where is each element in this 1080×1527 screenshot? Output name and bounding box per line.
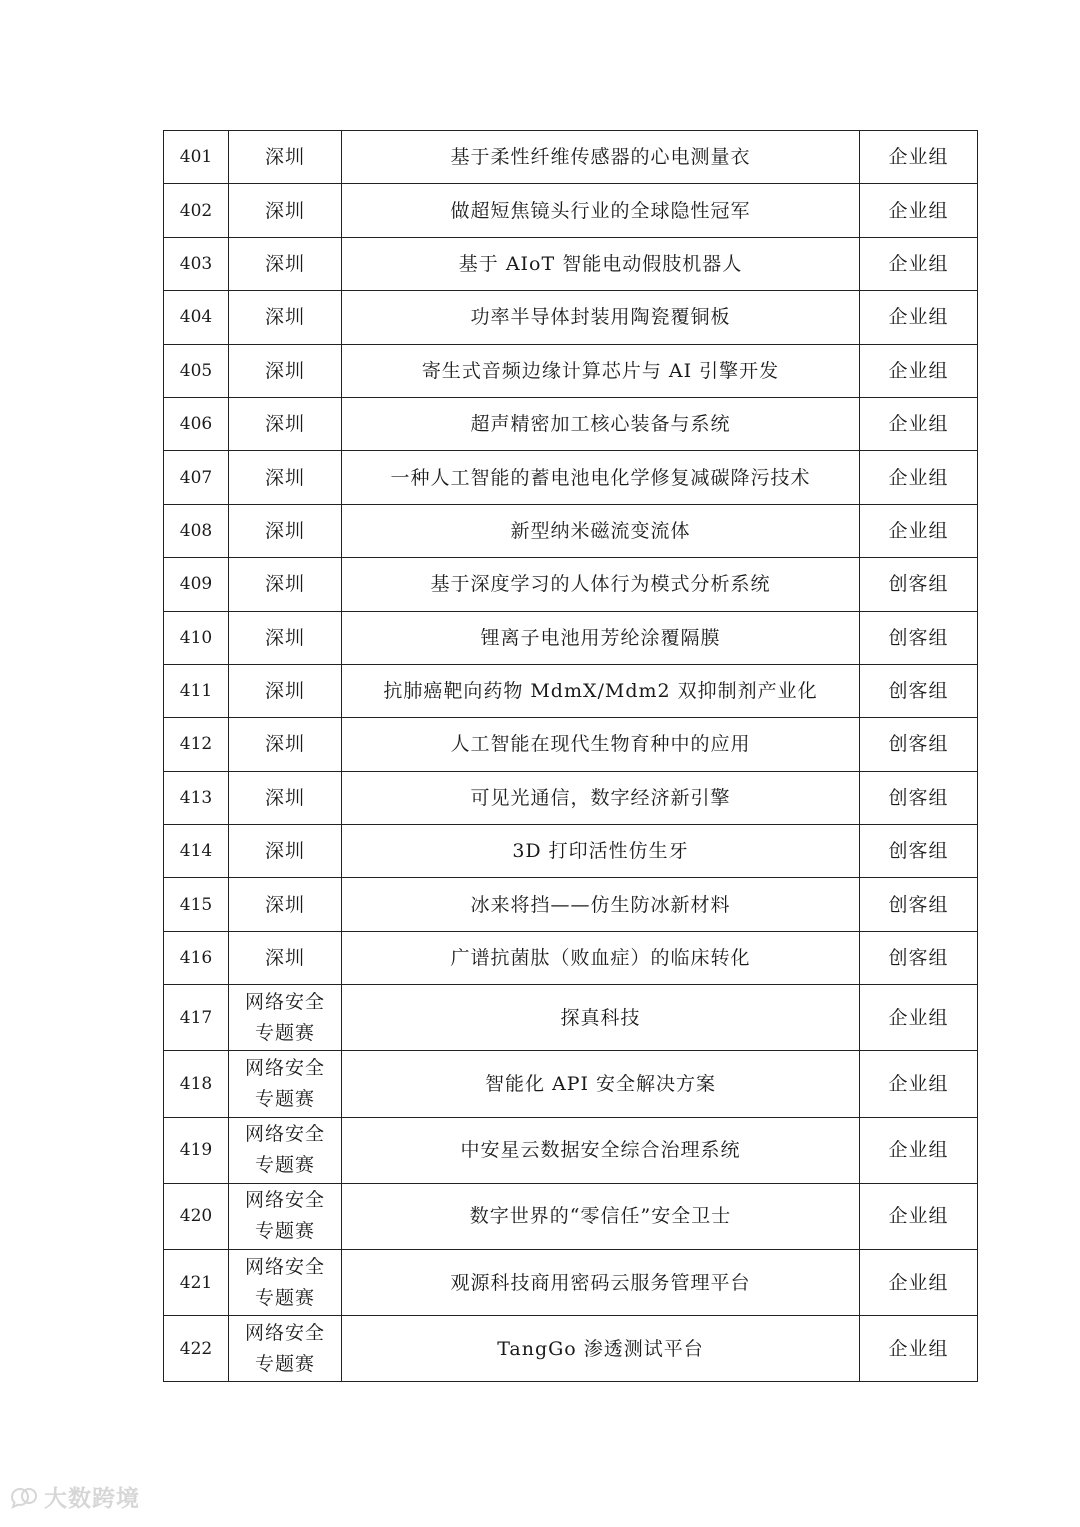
row-group: 企业组 [860, 344, 978, 397]
row-number: 408 [164, 504, 229, 557]
row-group: 创客组 [860, 611, 978, 664]
row-group: 创客组 [860, 825, 978, 878]
row-project-name: 冰来将挡——仿生防冰新材料 [342, 878, 860, 931]
row-number: 415 [164, 878, 229, 931]
row-group: 企业组 [860, 1183, 978, 1249]
row-number: 420 [164, 1183, 229, 1249]
row-project-name: 基于 AIoT 智能电动假肢机器人 [342, 237, 860, 290]
table-row [164, 1316, 978, 1382]
row-project-name: 做超短焦镜头行业的全球隐性冠军 [342, 184, 860, 237]
row-region: 深圳 [229, 184, 342, 237]
row-project-name: 数字世界的“零信任”安全卫士 [342, 1183, 860, 1249]
row-project-name: 新型纳米磁流变流体 [342, 504, 860, 557]
row-region: 深圳 [229, 131, 342, 184]
row-number: 421 [164, 1250, 229, 1316]
row-region [229, 1051, 342, 1117]
row-region: 深圳 [229, 237, 342, 290]
row-number: 410 [164, 611, 229, 664]
row-group: 创客组 [860, 718, 978, 771]
table-row [164, 931, 978, 984]
table-row [164, 771, 978, 824]
row-region [229, 985, 342, 1051]
row-region: 深圳 [229, 878, 342, 931]
row-project-name: 智能化 API 安全解决方案 [342, 1051, 860, 1117]
row-number: 413 [164, 771, 229, 824]
row-group: 企业组 [860, 1051, 978, 1117]
row-group: 创客组 [860, 558, 978, 611]
row-region-line2: 专题赛 [254, 1088, 315, 1111]
row-group: 创客组 [860, 878, 978, 931]
table-row [164, 451, 978, 504]
row-group: 企业组 [860, 504, 978, 557]
project-roster-table [163, 130, 978, 1382]
row-region: 深圳 [229, 825, 342, 878]
row-group: 创客组 [860, 931, 978, 984]
table-row [164, 397, 978, 450]
table-row [164, 184, 978, 237]
row-project-name: 基于深度学习的人体行为模式分析系统 [342, 558, 860, 611]
row-region-line1: 网络安全 [244, 1321, 325, 1344]
row-project-name: 超声精密加工核心装备与系统 [342, 397, 860, 450]
row-number: 418 [164, 1051, 229, 1117]
row-number: 409 [164, 558, 229, 611]
row-region: 深圳 [229, 291, 342, 344]
row-number: 416 [164, 931, 229, 984]
table-row [164, 131, 978, 184]
row-group: 企业组 [860, 131, 978, 184]
row-project-name: 探真科技 [342, 985, 860, 1051]
row-project-name: 中安星云数据安全综合治理系统 [342, 1117, 860, 1183]
table-row [164, 291, 978, 344]
row-region: 深圳 [229, 558, 342, 611]
table-row [164, 504, 978, 557]
row-number: 407 [164, 451, 229, 504]
row-region-line2: 专题赛 [254, 1220, 315, 1243]
row-group: 企业组 [860, 237, 978, 290]
row-region: 深圳 [229, 397, 342, 450]
roster-body [164, 131, 978, 1382]
row-region-line1: 网络安全 [244, 1123, 325, 1146]
row-region: 深圳 [229, 611, 342, 664]
row-region-line2: 专题赛 [254, 1286, 315, 1309]
row-region-line2: 专题赛 [254, 1021, 315, 1044]
row-project-name: 寄生式音频边缘计算芯片与 AI 引擎开发 [342, 344, 860, 397]
row-region: 深圳 [229, 504, 342, 557]
table-row [164, 985, 978, 1051]
row-group: 创客组 [860, 771, 978, 824]
row-number: 403 [164, 237, 229, 290]
table-row [164, 1183, 978, 1249]
row-project-name: 锂离子电池用芳纶涂覆隔膜 [342, 611, 860, 664]
table-row [164, 825, 978, 878]
row-group: 企业组 [860, 291, 978, 344]
row-region-line1: 网络安全 [244, 1255, 325, 1278]
table-row [164, 611, 978, 664]
row-region: 深圳 [229, 664, 342, 717]
row-project-name: 抗肺癌靶向药物 MdmX/Mdm2 双抑制剂产业化 [342, 664, 860, 717]
row-region-line2: 专题赛 [254, 1352, 315, 1375]
row-project-name: 观源科技商用密码云服务管理平台 [342, 1250, 860, 1316]
row-number: 417 [164, 985, 229, 1051]
row-number: 412 [164, 718, 229, 771]
row-project-name: 功率半导体封装用陶瓷覆铜板 [342, 291, 860, 344]
row-project-name: 可见光通信，数字经济新引擎 [342, 771, 860, 824]
row-region: 深圳 [229, 344, 342, 397]
table-row [164, 1117, 978, 1183]
row-number: 419 [164, 1117, 229, 1183]
row-project-name: 3D 打印活性仿生牙 [342, 825, 860, 878]
table-row [164, 878, 978, 931]
row-number: 411 [164, 664, 229, 717]
chat-bubble-logo-icon [8, 1485, 38, 1509]
watermark-text: 大数跨境 [44, 1486, 140, 1512]
row-project-name: 广谱抗菌肽（败血症）的临床转化 [342, 931, 860, 984]
table-row [164, 237, 978, 290]
row-group: 企业组 [860, 985, 978, 1051]
row-region: 深圳 [229, 771, 342, 824]
row-project-name: TangGo 渗透测试平台 [342, 1316, 860, 1382]
row-region [229, 1183, 342, 1249]
row-number: 401 [164, 131, 229, 184]
row-number: 414 [164, 825, 229, 878]
row-region-line1: 网络安全 [244, 1057, 325, 1080]
row-region: 深圳 [229, 718, 342, 771]
row-group: 企业组 [860, 1316, 978, 1382]
row-number: 406 [164, 397, 229, 450]
table-row [164, 1250, 978, 1316]
row-group: 企业组 [860, 397, 978, 450]
row-group: 企业组 [860, 1117, 978, 1183]
row-region: 深圳 [229, 931, 342, 984]
table-row [164, 718, 978, 771]
table-row [164, 664, 978, 717]
table-row [164, 344, 978, 397]
row-region: 深圳 [229, 451, 342, 504]
row-group: 企业组 [860, 1250, 978, 1316]
row-project-name: 基于柔性纤维传感器的心电测量衣 [342, 131, 860, 184]
row-group: 企业组 [860, 451, 978, 504]
row-group: 创客组 [860, 664, 978, 717]
row-group: 企业组 [860, 184, 978, 237]
row-region-line1: 网络安全 [244, 990, 325, 1013]
table-row [164, 558, 978, 611]
watermark [8, 1480, 140, 1513]
row-number: 404 [164, 291, 229, 344]
row-region [229, 1316, 342, 1382]
row-region [229, 1250, 342, 1316]
row-region-line1: 网络安全 [244, 1189, 325, 1212]
row-region-line2: 专题赛 [254, 1154, 315, 1177]
row-number: 405 [164, 344, 229, 397]
row-region [229, 1117, 342, 1183]
row-project-name: 一种人工智能的蓄电池电化学修复减碳降污技术 [342, 451, 860, 504]
row-number: 422 [164, 1316, 229, 1382]
row-project-name: 人工智能在现代生物育种中的应用 [342, 718, 860, 771]
row-number: 402 [164, 184, 229, 237]
table-row [164, 1051, 978, 1117]
